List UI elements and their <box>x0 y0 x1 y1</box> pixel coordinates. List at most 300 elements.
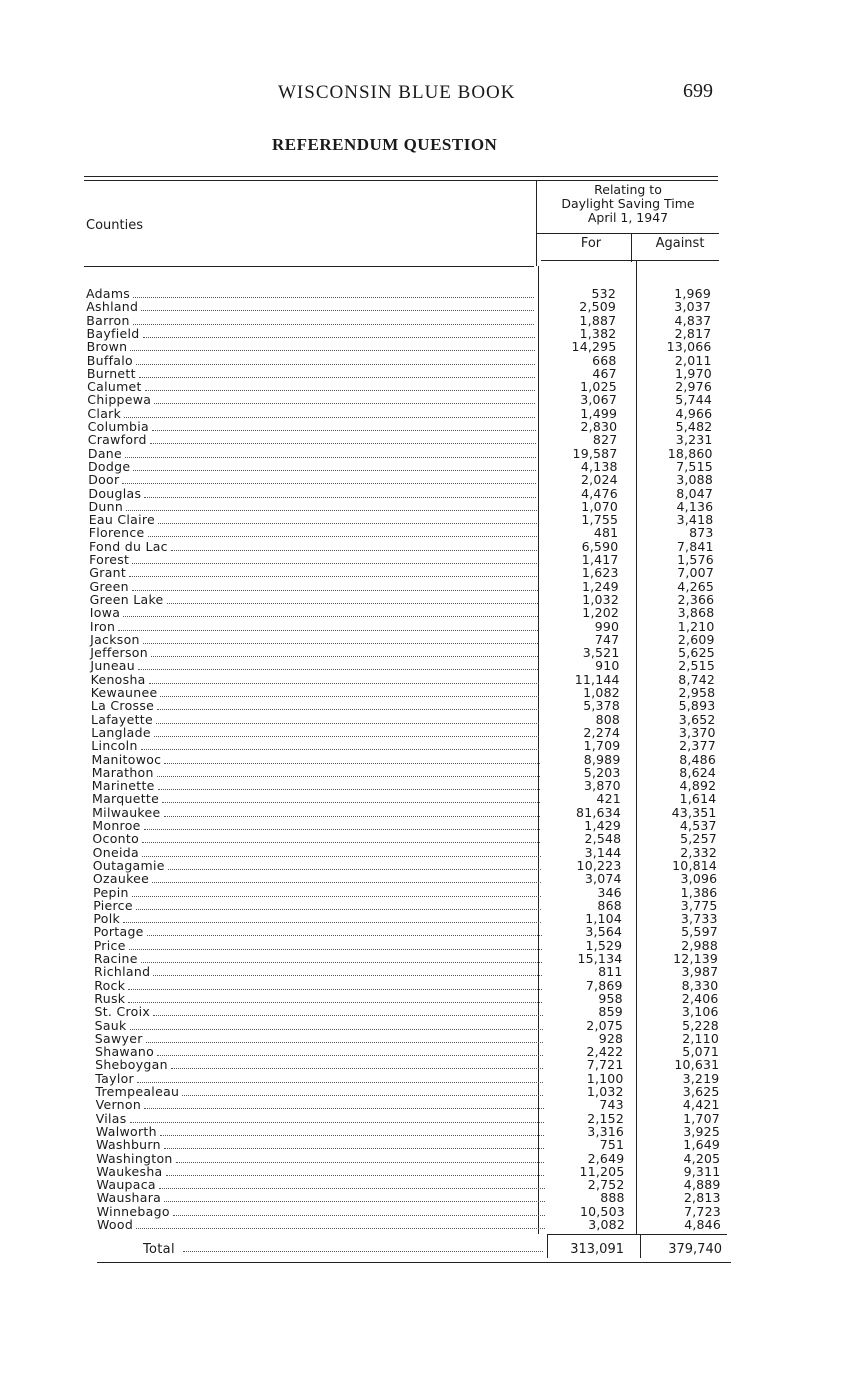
county-name: Walworth <box>95 1123 157 1139</box>
leader-dots <box>141 301 534 311</box>
county-name: Oneida <box>92 844 139 860</box>
leader-dots <box>138 660 538 670</box>
against-value: 2,332 <box>680 844 717 860</box>
for-value: 2,548 <box>584 831 622 847</box>
for-value: 1,070 <box>581 498 619 514</box>
table-row <box>0 832 859 845</box>
table-row <box>0 447 859 460</box>
county-name: Rusk <box>94 990 126 1006</box>
for-value: 11,205 <box>579 1163 625 1179</box>
total-row <box>0 1242 859 1258</box>
for-value: 3,521 <box>582 645 620 661</box>
leader-dots <box>152 873 541 883</box>
table-row <box>0 433 859 446</box>
county-cell <box>96 1125 544 1138</box>
county-cell <box>88 487 536 500</box>
for-value: 5,203 <box>583 764 621 780</box>
county-cell <box>94 992 542 1005</box>
county-name: Richland <box>94 964 151 980</box>
leader-dots <box>132 554 537 564</box>
county-name: Portage <box>93 924 144 940</box>
leader-dots <box>144 820 541 830</box>
leader-dots <box>176 1153 545 1163</box>
against-value: 3,231 <box>675 432 713 448</box>
running-title: WISCONSIN BLUE BOOK <box>278 82 516 103</box>
leader-dots <box>160 1126 544 1136</box>
for-value: 10,503 <box>579 1203 625 1219</box>
county-name: Kenosha <box>90 671 146 687</box>
county-cell <box>89 540 537 553</box>
bottom-rule <box>97 1262 731 1263</box>
for-value: 1,100 <box>586 1070 624 1086</box>
leader-dots <box>171 1059 543 1069</box>
leader-dots <box>162 793 540 803</box>
against-value: 2,817 <box>674 325 712 341</box>
against-value: 4,421 <box>682 1097 720 1113</box>
county-name: Columbia <box>87 419 150 434</box>
county-name: Rock <box>94 977 126 993</box>
leader-dots <box>171 541 537 551</box>
against-header: Against <box>655 236 705 251</box>
county-cell <box>95 1005 543 1018</box>
county-cell <box>87 367 535 380</box>
for-value: 481 <box>593 525 619 541</box>
for-value: 532 <box>591 286 616 301</box>
county-cell <box>90 606 538 619</box>
county-name: Florence <box>88 525 145 541</box>
county-cell <box>94 939 542 952</box>
table-row <box>0 620 859 633</box>
group-header-line-3: April 1, 1947 <box>587 210 669 225</box>
county-cell <box>92 819 540 832</box>
county-name: Ashland <box>86 299 139 315</box>
for-value: 7,869 <box>585 977 623 993</box>
against-value: 4,892 <box>679 778 717 794</box>
group-header-line-1: Relating to <box>594 182 662 197</box>
county-cell <box>87 340 535 353</box>
for-value: 1,025 <box>580 379 617 395</box>
for-value: 14,295 <box>571 339 617 355</box>
county-cell <box>95 1045 543 1058</box>
county-name: Taylor <box>95 1070 134 1086</box>
county-cell <box>96 1152 544 1165</box>
leader-dots <box>168 860 541 870</box>
leader-dots <box>137 1073 543 1083</box>
county-name: Douglas <box>88 485 142 501</box>
county-name: Milwaukee <box>92 804 161 820</box>
county-cell <box>93 912 541 925</box>
leader-dots <box>130 1020 543 1030</box>
county-name: Jefferson <box>90 645 148 661</box>
total-label: Total <box>143 1242 175 1257</box>
county-cell <box>91 699 539 712</box>
leader-dots <box>154 394 535 404</box>
against-value: 3,925 <box>683 1123 720 1139</box>
county-cell <box>97 1218 545 1231</box>
county-cell <box>87 327 535 340</box>
county-cell <box>92 806 540 819</box>
for-value: 743 <box>599 1097 624 1113</box>
against-value: 3,219 <box>682 1070 720 1086</box>
leader-dots <box>154 727 539 737</box>
county-name: Eau Claire <box>88 512 156 528</box>
county-cell <box>92 779 540 792</box>
for-value: 3,082 <box>588 1217 625 1232</box>
county-cell <box>90 593 538 606</box>
leader-dots <box>130 1113 544 1123</box>
leader-dots <box>153 966 542 976</box>
table-row <box>0 606 859 619</box>
against-value: 1,386 <box>680 884 718 900</box>
county-name: Dane <box>87 445 122 461</box>
county-name: Vernon <box>95 1097 142 1113</box>
county-name: Clark <box>87 405 122 421</box>
county-cell <box>93 872 541 885</box>
leader-dots <box>151 647 538 657</box>
county-cell <box>86 314 534 327</box>
leader-dots <box>128 980 542 990</box>
against-value: 4,837 <box>674 312 712 328</box>
leader-dots <box>122 474 536 484</box>
for-value: 4,476 <box>581 485 618 501</box>
county-cell <box>95 1085 543 1098</box>
county-name: Sawyer <box>94 1030 143 1046</box>
county-cell <box>97 1191 545 1204</box>
table-row <box>0 753 859 766</box>
county-name: Waukesha <box>96 1163 163 1179</box>
county-name: Waupaca <box>96 1177 156 1193</box>
for-value: 3,067 <box>580 392 617 408</box>
against-value: 8,624 <box>679 764 717 780</box>
leader-dots <box>126 501 536 511</box>
leader-dots <box>145 381 535 391</box>
for-value: 1,249 <box>582 578 619 594</box>
against-value: 3,868 <box>677 605 715 621</box>
against-value: 7,007 <box>677 565 714 581</box>
for-value: 1,417 <box>581 552 619 567</box>
county-name: Vilas <box>95 1110 127 1126</box>
for-value: 1,499 <box>580 405 618 421</box>
total-for: 313,091 <box>570 1242 624 1257</box>
county-name: Crawford <box>87 432 147 448</box>
leader-dots <box>129 567 537 577</box>
leader-dots <box>158 780 540 790</box>
against-value: 2,110 <box>682 1030 719 1046</box>
against-value: 5,257 <box>680 831 717 847</box>
against-value: 8,047 <box>676 485 714 501</box>
table-row <box>0 899 859 912</box>
county-cell <box>91 686 539 699</box>
county-cell <box>86 300 534 313</box>
county-cell <box>88 433 536 446</box>
county-name: Shawano <box>95 1044 155 1060</box>
for-value: 2,422 <box>586 1044 624 1060</box>
against-value: 2,366 <box>677 591 715 607</box>
leader-dots <box>132 581 538 591</box>
leader-dots <box>147 926 542 936</box>
county-name: Forest <box>89 552 130 567</box>
against-value: 4,265 <box>677 578 715 594</box>
against-value: 4,136 <box>676 498 714 514</box>
county-name: Polk <box>93 911 121 927</box>
against-value: 7,723 <box>684 1203 721 1219</box>
for-header: For <box>580 236 602 251</box>
for-value: 1,202 <box>582 605 620 621</box>
county-name: Door <box>88 472 120 488</box>
county-name: Langlade <box>91 724 151 740</box>
table-row <box>0 792 859 805</box>
table-row <box>0 300 859 313</box>
table-row <box>0 393 859 406</box>
county-name: Dodge <box>88 458 131 474</box>
county-cell <box>89 500 537 513</box>
for-value: 3,144 <box>584 844 622 860</box>
for-value: 1,032 <box>582 591 619 607</box>
for-value: 2,752 <box>587 1177 625 1193</box>
for-value: 1,104 <box>585 911 622 927</box>
county-cell <box>92 753 540 766</box>
for-value: 346 <box>597 884 622 900</box>
against-value: 5,625 <box>678 645 715 661</box>
against-value: 10,631 <box>674 1057 720 1073</box>
county-cell <box>91 673 539 686</box>
against-value: 4,205 <box>683 1150 721 1166</box>
against-value: 8,486 <box>679 751 716 767</box>
for-value: 15,134 <box>577 951 623 966</box>
for-value: 1,082 <box>583 685 620 700</box>
table-row <box>0 965 859 978</box>
leader-dots <box>159 1179 545 1189</box>
for-value: 910 <box>595 658 620 674</box>
leader-dots <box>164 1192 545 1202</box>
against-value: 2,813 <box>683 1190 721 1206</box>
for-value: 2,830 <box>580 419 618 434</box>
table-row <box>0 739 859 752</box>
against-value: 3,096 <box>680 871 718 887</box>
leader-dots <box>133 288 534 298</box>
against-value: 4,966 <box>675 405 713 421</box>
for-value: 2,075 <box>586 1017 624 1033</box>
against-value: 3,625 <box>682 1084 720 1099</box>
for-value: 888 <box>600 1190 625 1206</box>
leader-dots <box>158 514 537 524</box>
county-name: Oconto <box>92 831 140 847</box>
leader-dots <box>141 740 540 750</box>
county-name: Lafayette <box>91 711 153 727</box>
county-cell <box>95 1019 543 1032</box>
group-header-line-2: Daylight Saving Time <box>561 196 695 211</box>
total-leader-dots <box>183 1251 543 1252</box>
leader-dots <box>173 1206 545 1216</box>
county-cell <box>90 620 538 633</box>
against-value: 2,515 <box>678 658 715 674</box>
against-value: 3,987 <box>681 964 719 980</box>
county-cell <box>91 726 539 739</box>
county-name: Fond du Lac <box>89 538 168 554</box>
for-value: 1,887 <box>579 312 617 328</box>
county-name: La Crosse <box>90 698 155 714</box>
county-cell <box>92 832 540 845</box>
for-value: 10,223 <box>576 857 622 873</box>
leader-dots <box>157 1046 543 1056</box>
county-name: Barron <box>86 312 130 328</box>
county-cell <box>96 1098 544 1111</box>
for-value: 5,378 <box>583 698 620 714</box>
against-value: 2,011 <box>674 352 712 368</box>
county-cell <box>97 1178 545 1191</box>
against-value: 5,482 <box>675 419 713 434</box>
leader-dots <box>133 461 536 471</box>
against-value: 9,311 <box>683 1163 721 1179</box>
county-name: Manitowoc <box>91 751 162 767</box>
against-value: 12,139 <box>673 951 719 966</box>
for-value: 4,138 <box>580 458 618 474</box>
against-value: 7,841 <box>676 538 714 554</box>
against-value: 3,418 <box>676 512 714 528</box>
county-cell <box>87 393 535 406</box>
county-cell <box>88 473 536 486</box>
against-value: 1,210 <box>677 618 715 634</box>
county-cell <box>96 1112 544 1125</box>
county-cell <box>96 1165 544 1178</box>
table-row <box>0 460 859 473</box>
leader-dots <box>125 448 536 458</box>
county-cell <box>94 925 542 938</box>
against-value: 2,958 <box>678 685 716 700</box>
for-value: 1,382 <box>579 325 617 341</box>
table-row <box>0 553 859 566</box>
for-value: 811 <box>598 964 623 980</box>
against-value: 1,969 <box>674 286 711 301</box>
for-value: 2,152 <box>587 1110 624 1126</box>
county-cell <box>94 952 542 965</box>
against-value: 2,406 <box>681 990 719 1006</box>
against-value: 5,597 <box>681 924 718 940</box>
county-name: St. Croix <box>94 1004 151 1020</box>
against-value: 2,609 <box>677 631 715 647</box>
for-value: 2,509 <box>579 299 617 315</box>
for-value: 668 <box>592 352 617 368</box>
county-name: Outagamie <box>92 857 165 873</box>
leader-dots <box>136 355 535 365</box>
table-row <box>0 314 859 327</box>
county-name: Wood <box>97 1217 134 1232</box>
leader-dots <box>136 900 541 910</box>
leader-dots <box>128 993 542 1003</box>
county-name: Winnebago <box>96 1203 170 1219</box>
leader-dots <box>123 913 541 923</box>
county-name: Grant <box>89 565 127 581</box>
for-value: 751 <box>599 1137 625 1153</box>
page-number: 699 <box>683 80 713 102</box>
leader-dots <box>124 408 535 418</box>
table-row <box>0 699 859 712</box>
table-row <box>0 1152 859 1165</box>
county-name: Adams <box>86 286 131 301</box>
against-value: 873 <box>689 525 714 541</box>
leader-dots <box>164 754 539 764</box>
against-value: 4,889 <box>683 1177 721 1193</box>
county-cell <box>90 646 538 659</box>
leader-dots <box>153 1006 542 1016</box>
county-cell <box>89 513 537 526</box>
county-cell <box>88 460 536 473</box>
leader-dots <box>118 621 538 631</box>
table-row <box>0 979 859 992</box>
table-row <box>0 473 859 486</box>
county-name: Monroe <box>92 818 141 833</box>
table-row <box>0 1005 859 1018</box>
against-value: 2,377 <box>679 738 716 754</box>
county-name: Sheboygan <box>95 1057 168 1073</box>
table-row <box>0 1112 859 1125</box>
for-value: 421 <box>596 791 621 807</box>
county-name: Marquette <box>92 791 160 807</box>
for-value: 2,649 <box>587 1150 625 1166</box>
for-value: 1,623 <box>581 565 619 581</box>
table-row <box>0 593 859 606</box>
for-value: 19,587 <box>572 445 618 461</box>
against-value: 3,106 <box>681 1004 719 1020</box>
leader-dots <box>167 594 538 604</box>
against-value: 1,970 <box>675 365 712 381</box>
against-value: 3,775 <box>680 897 718 913</box>
county-cell <box>95 1032 543 1045</box>
for-value: 3,870 <box>584 778 621 794</box>
against-value: 5,071 <box>682 1044 720 1060</box>
against-value: 4,846 <box>684 1217 721 1232</box>
county-name: Buffalo <box>86 352 133 368</box>
table-row <box>0 580 859 593</box>
county-name: Brown <box>86 339 128 355</box>
for-value: 928 <box>598 1030 624 1046</box>
section-title: REFERENDUM QUESTION <box>272 135 498 154</box>
county-cell <box>92 792 540 805</box>
leader-dots <box>150 434 536 444</box>
table-row <box>0 1138 859 1151</box>
county-cell <box>95 1058 543 1071</box>
for-value: 81,634 <box>576 804 621 820</box>
leader-dots <box>164 1139 544 1149</box>
leader-dots <box>144 488 536 498</box>
leader-dots <box>142 833 540 843</box>
leader-dots <box>132 887 541 897</box>
against-value: 3,037 <box>674 299 712 315</box>
against-value: 13,066 <box>666 339 712 355</box>
county-name: Green <box>89 578 129 594</box>
county-cell <box>97 1205 545 1218</box>
against-value: 5,744 <box>675 392 713 408</box>
against-value: 3,652 <box>678 711 716 727</box>
county-name: Calumet <box>87 379 142 395</box>
table-row <box>0 487 859 500</box>
county-name: Price <box>93 937 126 953</box>
county-name: Pepin <box>93 884 129 900</box>
county-name: Chippewa <box>87 392 152 408</box>
county-name: Ozaukee <box>92 871 150 887</box>
county-name: Pierce <box>93 897 133 913</box>
county-cell <box>93 846 541 859</box>
table-row <box>0 846 859 859</box>
county-name: Washburn <box>96 1137 161 1153</box>
against-value: 1,614 <box>679 791 717 807</box>
for-value: 868 <box>597 897 622 913</box>
county-cell <box>94 979 542 992</box>
for-value: 467 <box>592 365 617 381</box>
against-value: 1,649 <box>683 1137 721 1153</box>
county-name: Iron <box>89 618 116 634</box>
county-cell <box>91 739 539 752</box>
